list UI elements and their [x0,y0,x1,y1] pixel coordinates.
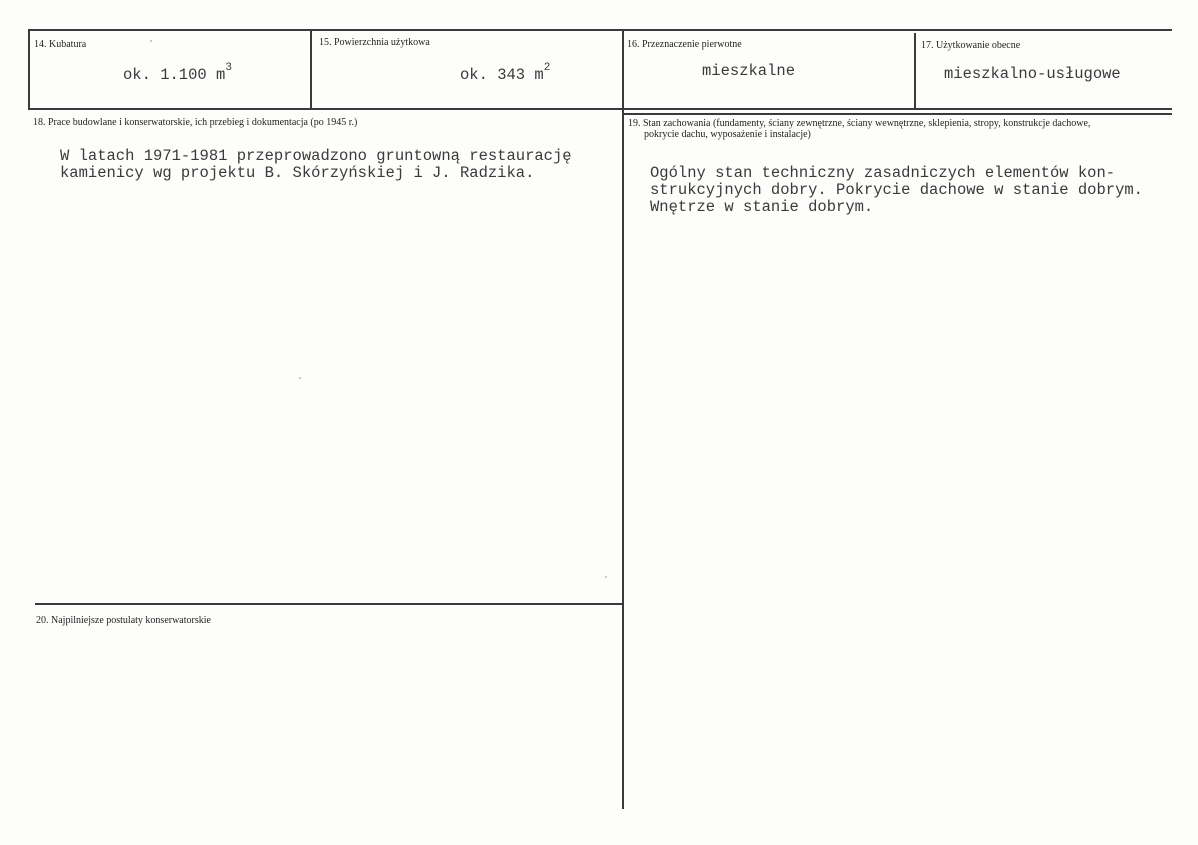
field-16-label: 16. Przeznaczenie pierwotne [627,39,742,50]
field-14-label: 14. Kubatura [34,39,87,50]
row1-bottom-line [28,108,1172,110]
field-18-line-2: kamienicy wg projektu B. Skórzyńskiej i J. Radzika. [60,164,535,182]
divider-14-15 [310,29,312,110]
section-20-top-line [35,603,623,605]
field-15-unit-exponent: 2 [543,62,551,74]
field-15-label: 15. Powierzchnia użytkowa [319,37,430,48]
field-17-value: mieszkalno-usługowe [944,65,1121,83]
field-19-label-line-1: 19. Stan zachowania (fundamenty, ściany zewnętrzne, ściany wewnętrzne, sklepienia, stropy, konstrukcje dachowe, [628,118,1091,129]
divider-16-17 [914,33,916,110]
field-19-line-3: Wnętrze w stanie dobrym. [650,198,874,216]
top-border-line [28,29,1172,31]
paper-speck [299,377,301,379]
field-15-value [460,63,550,84]
field-15-value-text: ok. 343 m [460,66,544,85]
row2-right-line [622,113,1172,115]
field-19-line-1: Ogólny stan techniczny zasadniczych elementów kon- [650,164,1116,182]
paper-speck [150,40,152,42]
field-14-value-text: ok. 1.100 m [123,66,226,85]
field-18-label: 18. Prace budowlane i konserwatorskie, ich przebieg i dokumentacja (po 1945 r.) [33,117,358,128]
field-16-value: mieszkalne [702,62,796,80]
field-18-line-1: W latach 1971-1981 przeprowadzono gruntowną restaurację [60,147,572,165]
field-19-line-2: strukcyjnych dobry. Pokrycie dachowe w stanie dobrym. [650,181,1143,199]
paper-speck [605,576,607,578]
field-20-label: 20. Najpilniejsze postulaty konserwatorskie [36,615,211,626]
field-19-label-line-2: pokrycie dachu, wyposażenie i instalacje) [644,129,811,140]
left-border-line [28,29,30,110]
field-17-label: 17. Użytkowanie obecne [921,40,1021,51]
center-divider-line [622,29,624,809]
field-14-unit-exponent: 3 [225,62,232,74]
field-14-value [123,63,232,84]
